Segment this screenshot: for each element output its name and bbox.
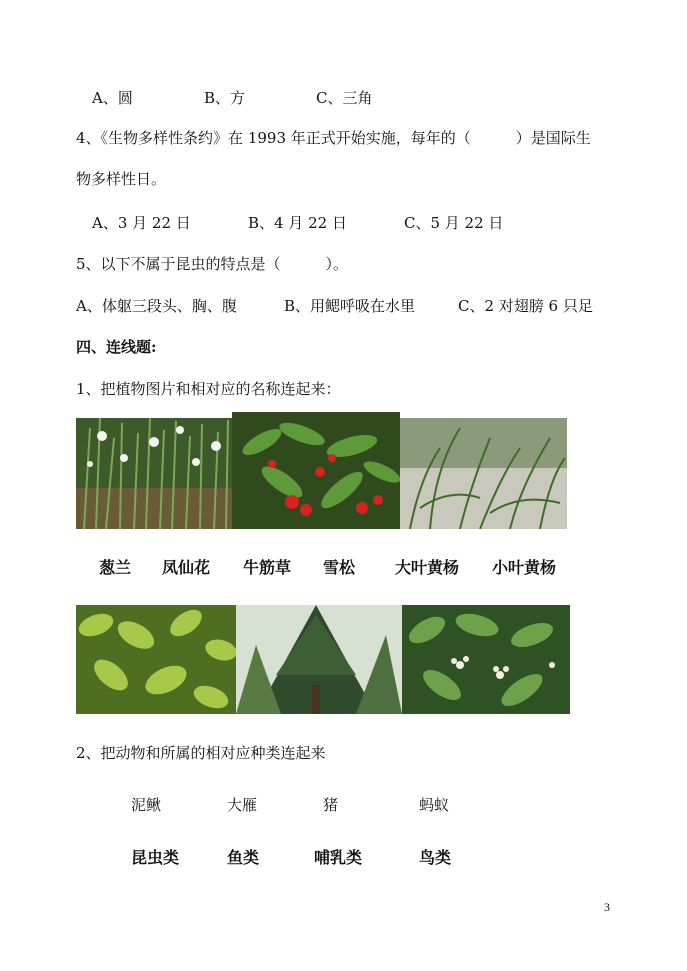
q5-option-b: B、用鳃呼吸在水里: [284, 297, 416, 315]
q3-option-a: A、圆: [92, 89, 133, 107]
category-4: 鸟类: [419, 848, 452, 867]
category-2: 鱼类: [227, 848, 260, 867]
plant-photo-goosegrass: [400, 418, 567, 529]
q3-option-b: B、方: [204, 89, 246, 107]
plant-name-6: 小叶黄杨: [492, 558, 557, 577]
q4-question-line1: 4、《生物多样性条约》在 1993 年正式开始实施，每年的（ ）是国际生: [76, 129, 591, 147]
q5-option-c: C、2 对翅膀 6 只足: [458, 297, 593, 315]
q4-option-a: A、3 月 22 日: [92, 214, 191, 232]
animal-2: 大雁: [227, 796, 258, 814]
matching-q1-text: 1、把植物图片和相对应的名称连起来：: [76, 380, 341, 398]
plant-name-1: 葱兰: [99, 558, 132, 577]
animal-3: 猪: [323, 796, 339, 814]
q3-option-c: C、三角: [316, 89, 373, 107]
plant-photo-impatiens: [232, 412, 400, 529]
animal-4: 蚂蚁: [419, 796, 450, 814]
plant-name-5: 大叶黄杨: [395, 558, 460, 577]
q4-question-line2: 物多样性日。: [76, 170, 167, 188]
q4-option-b: B、4 月 22 日: [248, 214, 347, 232]
plant-name-4: 雪松: [323, 558, 356, 577]
category-3: 哺乳类: [314, 848, 363, 867]
plant-name-3: 牛筋草: [243, 558, 292, 577]
page-number: 3: [604, 900, 610, 914]
section-heading: 四、连线题:: [76, 338, 157, 356]
plant-photo-cedar: [236, 605, 402, 714]
q4-option-c: C、5 月 22 日: [404, 214, 504, 232]
q5-option-a: A、体躯三段头、胸、腹: [76, 297, 237, 315]
plant-photo-zephyranthes: [76, 418, 232, 529]
plant-name-2: 凤仙花: [162, 558, 211, 577]
category-1: 昆虫类: [131, 848, 180, 867]
animal-1: 泥鳅: [131, 796, 162, 814]
plant-photo-large-leaf-boxwood: [76, 605, 236, 714]
q5-question: 5、以下不属于昆虫的特点是（ ）。: [76, 255, 349, 273]
matching-q2-text: 2、把动物和所属的相对应种类连起来: [76, 744, 326, 762]
plant-photo-small-leaf-boxwood: [402, 605, 570, 714]
